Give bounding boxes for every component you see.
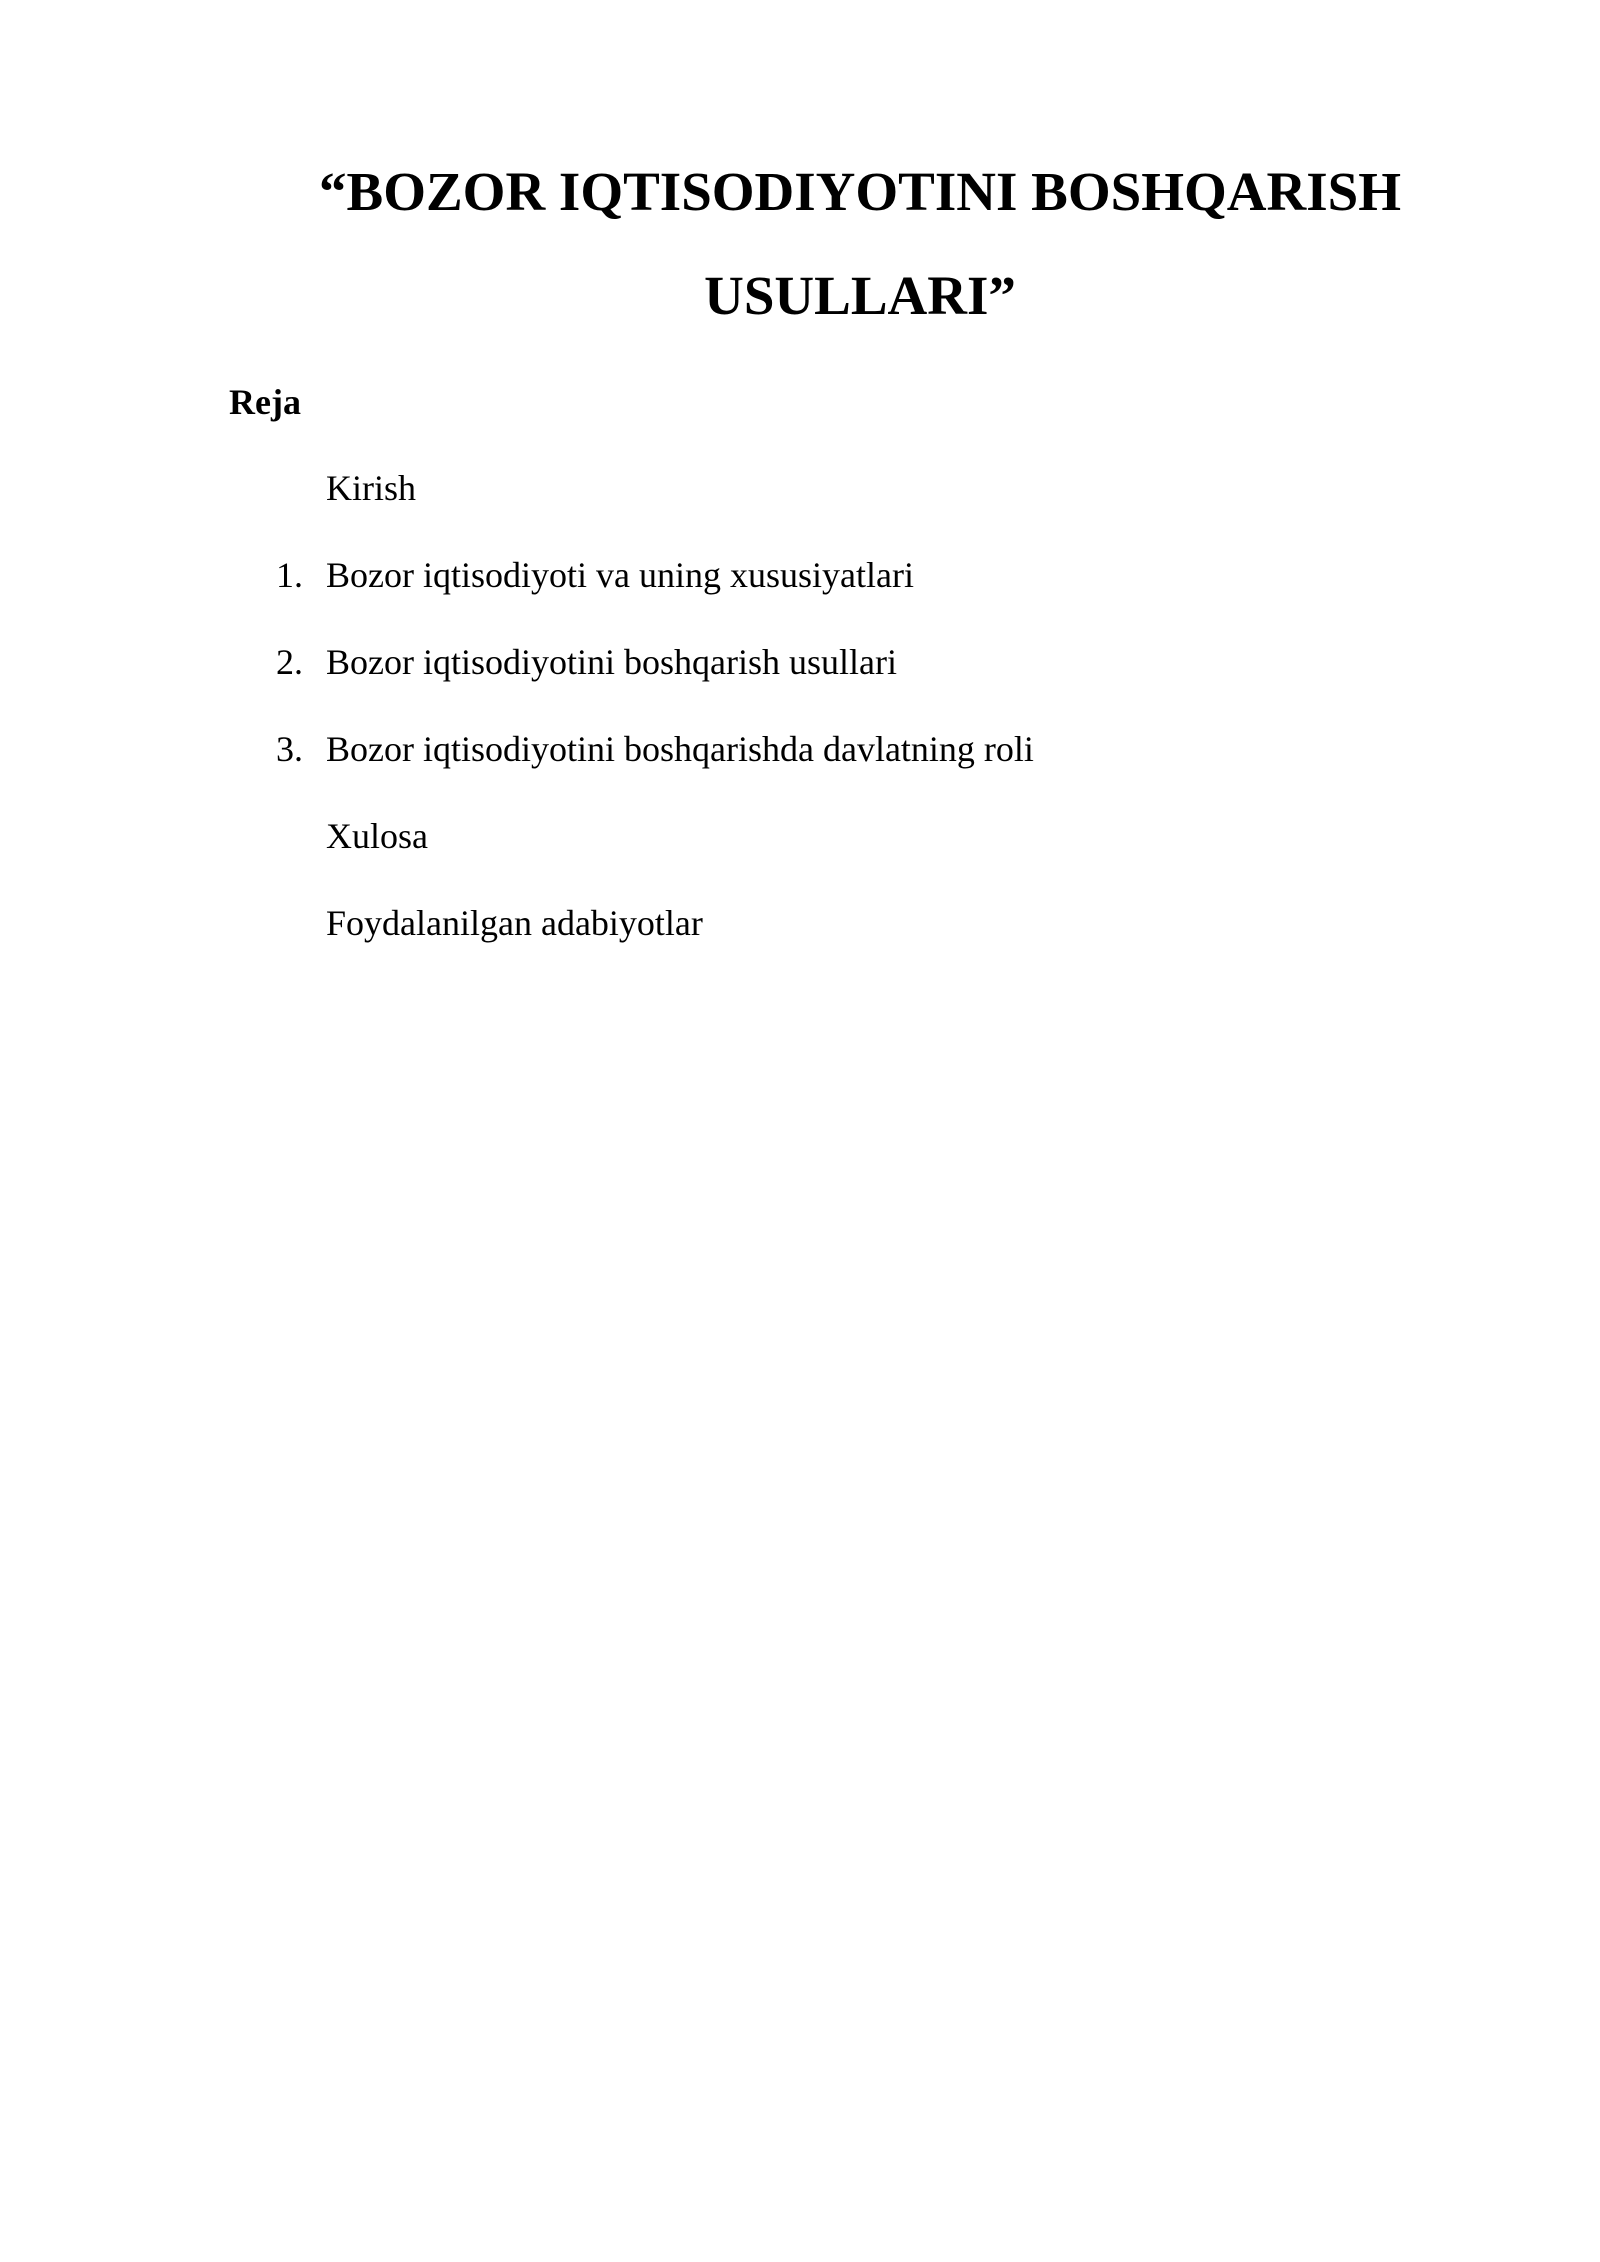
toc-item-number: 1. (276, 555, 303, 595)
toc-item-text: Bozor iqtisodiyotini boshqarish usullari (326, 642, 897, 682)
plan-heading: Reja (229, 382, 301, 422)
toc-item-number: 3. (276, 729, 303, 769)
title-line-2: USULLARI” (704, 265, 1016, 326)
title-line-1: “BOZOR IQTISODIYOTINI BOSHQARISH (319, 161, 1401, 222)
toc-item-text: Bozor iqtisodiyoti va uning xususiyatlari (326, 555, 914, 595)
toc-item-text: Foydalanilgan adabiyotlar (326, 903, 703, 943)
toc-item-number: 2. (276, 642, 303, 682)
toc-item-text: Bozor iqtisodiyotini boshqarishda davlatning roli (326, 729, 1034, 769)
toc-item-text: Xulosa (326, 816, 428, 856)
document-title (230, 140, 1490, 348)
toc-item-text: Kirish (326, 468, 416, 508)
